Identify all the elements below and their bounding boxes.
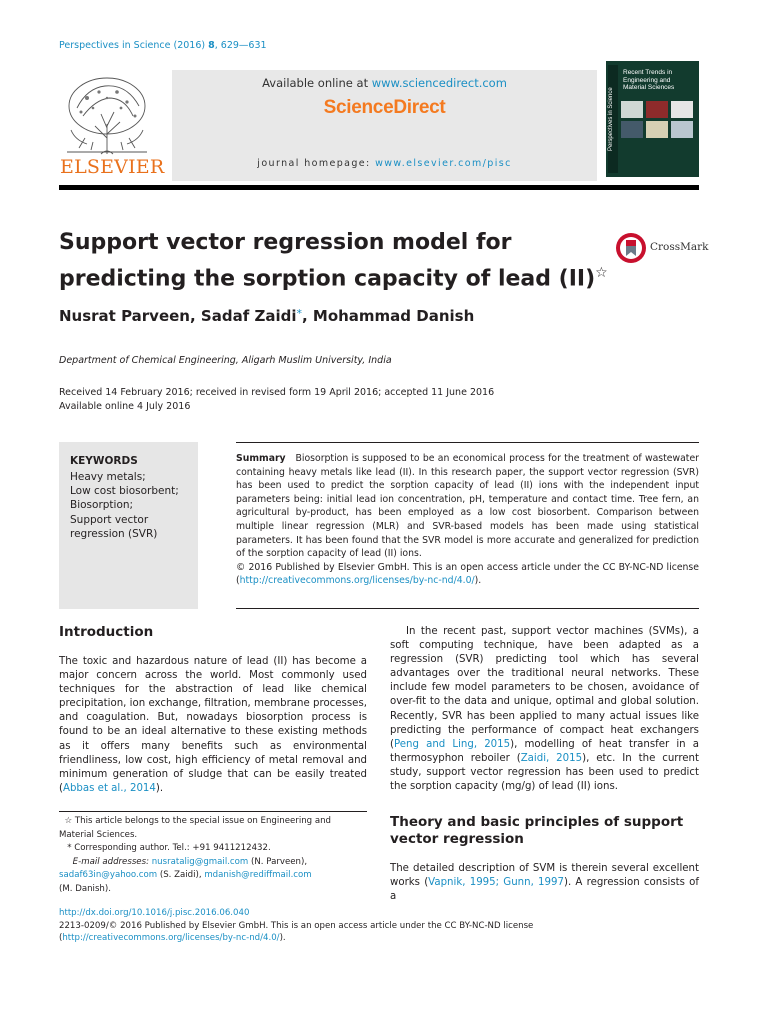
doi-license-block: [59, 907, 699, 945]
available-online-line: [172, 76, 597, 90]
license-link[interactable]: http://creativecommons.org/licenses/by-nc-nd/4.0/: [62, 933, 280, 943]
sciencedirect-banner: [172, 70, 597, 181]
journal-homepage-link[interactable]: www.elsevier.com/pisc: [375, 158, 512, 169]
crossmark-label[interactable]: CrossMark: [650, 241, 709, 253]
running-head: [59, 40, 267, 51]
keywords-heading: KEYWORDS: [70, 455, 138, 467]
header-rule: [59, 185, 699, 190]
introduction-end: ).: [155, 782, 164, 794]
citation-link[interactable]: Peng and Ling, 2015: [393, 738, 511, 750]
history-dates: [59, 386, 494, 414]
cover-side-title: Perspectives in Science: [608, 87, 614, 151]
summary-abstract: [236, 452, 699, 588]
footnote-star-text: This article belongs to the special issue on Engineering and Material Sciences.: [59, 816, 332, 840]
email-label: E-mail addresses:: [72, 856, 152, 867]
citation-link[interactable]: Abbas et al., 2014: [62, 782, 156, 794]
footnote-corr-text: Corresponding author. Tel.: +91 9411212432.: [71, 843, 271, 854]
author-list: [59, 307, 474, 325]
footnote-corresponding: [59, 842, 367, 856]
citation-link[interactable]: Vapnik, 1995; Gunn, 1997: [428, 877, 564, 889]
issn-end: ).: [279, 933, 286, 943]
keyword-item: Support vector regression (SVR): [70, 513, 158, 540]
email-link[interactable]: mdanish@rediffmail.com: [204, 870, 312, 881]
journal-homepage-line: [172, 158, 597, 169]
article-title: [59, 228, 619, 294]
keywords-list: [70, 470, 195, 541]
cover-image-grid: [621, 101, 695, 139]
issn-line: [59, 920, 699, 945]
keyword-item: Low cost biosorbent;: [70, 485, 179, 498]
introduction-heading: Introduction: [59, 624, 154, 640]
summary-bottom-rule: [236, 608, 699, 609]
theory-paragraph: [390, 862, 699, 904]
summary-text: Biosorption is supposed to be an economical process for the treatment of wastewater containing heavy metals like lead (II). In this research paper, the support vector regression (SVR) has been used to predict the sorption capacity of lead (II) ions with the independent input parameters being: initial lead ion concentration, pH, temperature and contact time. Tree fern, an agricultural by-product, has been employed as a low cost biosorbent. Comparison between multiple linear regression (MLR) and SVR-based models has been made using statistical parameters. It has been found that the SVR model is more accurate and generalized for prediction of the sorption capacity of lead (II) ions.: [236, 453, 699, 560]
summary-label: Summary: [236, 453, 286, 464]
footnote-emails: [59, 856, 367, 897]
paragraph-text: The detailed description of SVM is therein several excellent works (: [390, 863, 699, 889]
cover-title: Recent Trends in Engineering and Material Sciences: [623, 69, 675, 91]
journal-pages: , 629—631: [214, 40, 267, 51]
publisher-logo-text: ELSEVIER: [60, 156, 165, 178]
footnote-star-mark: ☆: [64, 816, 73, 826]
authors-rest: , Mohammad Danish: [301, 307, 475, 325]
citation-link[interactable]: Zaidi, 2015: [520, 752, 583, 764]
email-link[interactable]: sadaf63in@yahoo.com: [59, 870, 158, 881]
received-dates: Received 14 February 2016; received in revised form 19 April 2016; accepted 11 June 2016: [59, 387, 495, 398]
license-close: ).: [474, 575, 482, 587]
keyword-item: Biosorption;: [70, 499, 134, 512]
summary-copyright: © 2016 Published by Elsevier GmbH. This is an open access article under the CC BY-NC-ND license: [236, 561, 699, 573]
keyword-item: Heavy metals;: [70, 471, 146, 483]
sciencedirect-brand: ScienceDirect: [323, 97, 446, 118]
available-online-date: Available online 4 July 2016: [59, 401, 191, 412]
footnotes: [59, 815, 367, 897]
email-owner: (M. Danish).: [59, 883, 111, 894]
footnote-special-issue: [59, 815, 367, 842]
paragraph-text: ), etc. In the current study, support vector regression has been used to predict the sorption capacity (mg/g) of lead (II) ions.: [390, 752, 700, 793]
doi-link[interactable]: http://dx.doi.org/10.1016/j.pisc.2016.06.040: [59, 908, 250, 918]
available-prefix: Available online at: [262, 76, 372, 90]
footnote-corr-mark: *: [67, 843, 72, 854]
theory-heading: Theory and basic principles of support vector regression: [390, 814, 684, 847]
paragraph-text: In the recent past, support vector machines (SVMs), a soft computing technique, have been adapted as a regression (SVR) predicting tool which has several advantages over the traditional neural networks. These include few model parameters to be chosen, avoidance of over-fit to the data and unique, optimal and global solution. Recently, SVR has been applied to many actual issues like predicting the performance of compact heat exchangers (: [390, 626, 699, 750]
affiliation: Department of Chemical Engineering, Aligarh Muslim University, India: [59, 355, 392, 366]
paragraph-text: ). A regression consists of a: [390, 877, 699, 903]
authors-first: Nusrat Parveen, Sadaf Zaidi: [59, 307, 297, 325]
corresponding-author-mark[interactable]: *: [296, 307, 302, 320]
license-open-paren: (: [236, 575, 240, 587]
journal-cover-thumbnail: [606, 61, 699, 177]
email-owner: (S. Zaidi),: [157, 870, 205, 881]
svm-background-paragraph: [390, 625, 699, 794]
footnote-rule: [59, 811, 367, 812]
introduction-paragraph: [59, 655, 367, 796]
introduction-text: The toxic and hazardous nature of lead (II) has become a major concern across the world. Most commonly used techniques for the abstraction of lead like chemical precipitation, ion exchange, filtration, membrane processes, and coagulation. But, nowadays biosorption process is found to be an ideal alternative to these existing methods as it offers many benefits such as environmental friendliness, low cost, high efficiency of metal removal and minimum generation of sludge that can be easily treated (: [59, 656, 367, 794]
summary-top-rule: [236, 442, 699, 443]
homepage-prefix: journal homepage:: [257, 158, 376, 169]
keywords-box: [59, 442, 198, 609]
license-link[interactable]: http://creativecommons.org/licenses/by-nc-nd/4.0/: [239, 575, 475, 587]
paragraph-text: ), modelling of heat transfer in a thermosyphon reboiler (: [390, 738, 699, 764]
email-link[interactable]: nusratalig@gmail.com: [151, 856, 249, 867]
journal-name: Perspectives in Science (2016): [59, 40, 209, 51]
article-title-text: Support vector regression model for predicting the sorption capacity of lead (II): [59, 230, 596, 292]
sciencedirect-link[interactable]: www.sciencedirect.com: [371, 76, 507, 90]
email-owner: (N. Parveen),: [248, 856, 308, 867]
journal-volume: 8: [208, 40, 215, 51]
title-footnote-mark[interactable]: ☆: [595, 265, 608, 281]
issn-text: 2213-0209/© 2016 Published by Elsevier GmbH. This is an open access article under the CC BY-NC-ND license (: [59, 920, 534, 943]
